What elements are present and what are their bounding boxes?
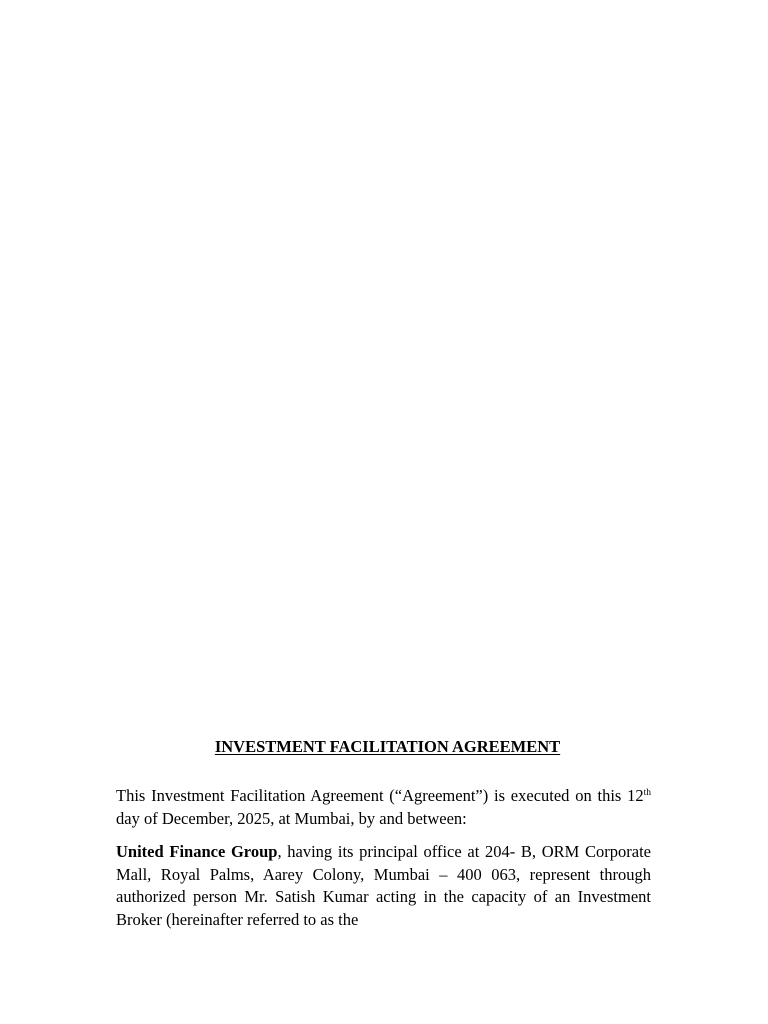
document-body: [116, 736, 651, 943]
ordinal-suffix: th: [643, 788, 651, 798]
party-description: , having its principal office at 204- B, ORM Corporate Mall, Royal Palms, Aarey Colony, Mumbai – 400 063, represent through authorized person Mr. Satish Kumar acting in the capacity of an Investment Broker (hereinafter referred to as the: [116, 842, 652, 929]
party-paragraph: [116, 841, 651, 931]
intro-text-start: This Investment Facilitation Agreement (“Agreement”) is executed on this 12: [116, 786, 644, 805]
intro-text-end: day of December, 2025, at Mumbai, by and between:: [116, 808, 467, 828]
agreement-title: INVESTMENT FACILITATION AGREEMENT: [214, 737, 561, 756]
intro-paragraph: [116, 785, 651, 830]
party-name: United Finance Group: [116, 842, 278, 862]
